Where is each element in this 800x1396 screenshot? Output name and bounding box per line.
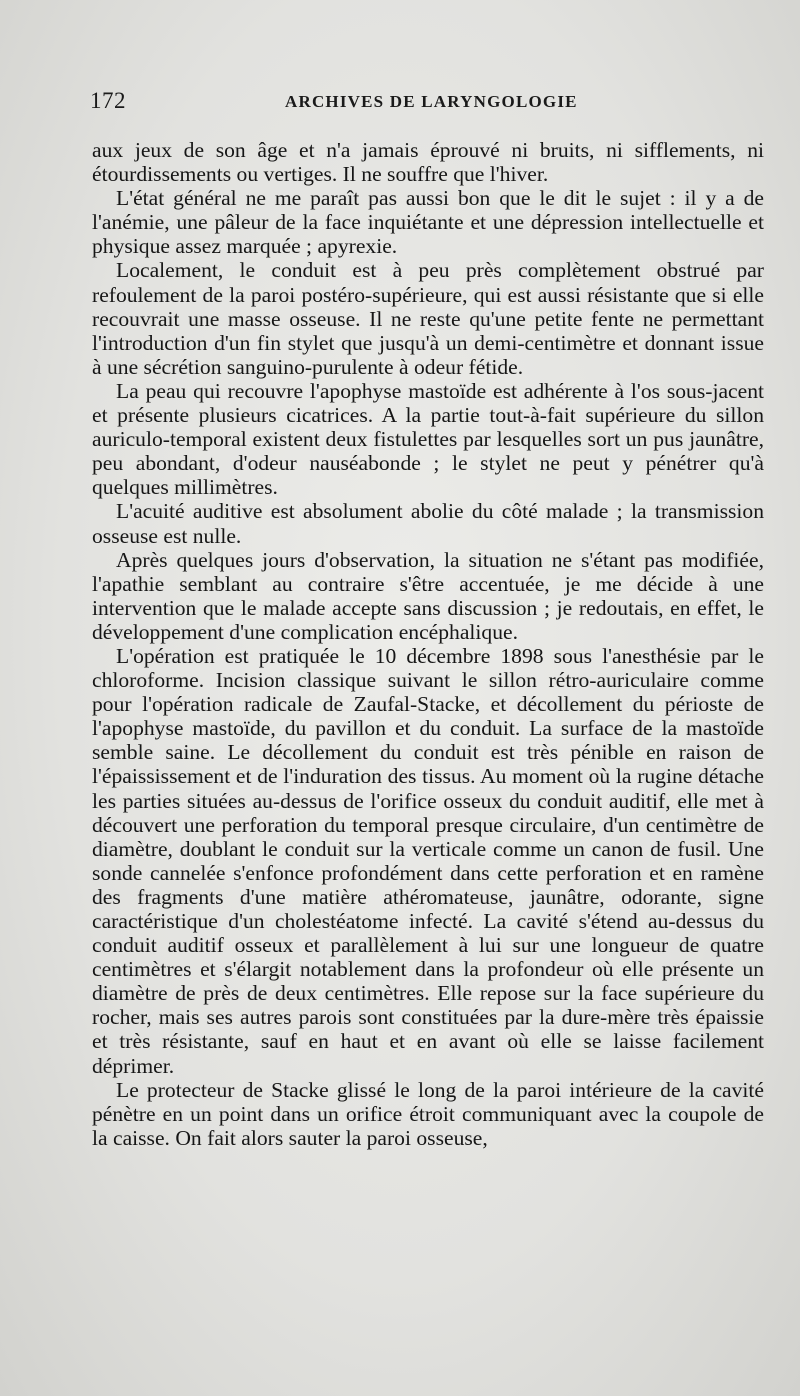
paragraph-general-state: L'état général ne me paraît pas aussi bon que le dit le sujet : il y a de l'anémie, une pâleur de la face inquiétante et une dépression intellectuelle et physique assez marquée ; apyrexie.: [92, 186, 764, 259]
paragraph-decision: Après quelques jours d'observation, la situation ne s'étant pas modifiée, l'apathie semblant au contraire s'être accentuée, je me décide à une intervention que le malade accepte sans discussion ; je redoutais, en effet, le développement d'une complication encéphalique.: [92, 547, 764, 644]
paragraph-stacke: Le protecteur de Stacke glissé le long de la paroi intérieure de la cavité pénètre en un point dans un orifice étroit communiquant avec la coupole de la caisse. On fait alors sauter la paroi osseuse,: [92, 1077, 764, 1150]
running-head: [90, 82, 770, 118]
paragraph-skin: La peau qui recouvre l'apophyse mastoïde est adhérente à l'os sous-jacent et présente plusieurs cicatrices. A la partie tout-à-fait supérieure du sillon auriculo-temporal existent deux fistulettes par lesquelles sort un pus jaunâtre, peu abondant, d'odeur nauséabonde ; le stylet ne peut y pénétrer qu'à quelques millimètres.: [92, 378, 764, 500]
paragraph-hearing: L'acuité auditive est absolument abolie du côté malade ; la transmission osseuse est nulle.: [92, 499, 764, 548]
paragraph-local-exam: Localement, le conduit est à peu près complètement obstrué par refoulement de la paroi postéro-supérieure, qui est aussi résistante que si elle recouvrait une masse osseuse. Il ne reste qu'une petite fente ne permettant l'introduction d'un fin stylet que jusqu'à un demi-centimètre et donnant issue à une sécrétion sanguino-purulente à odeur fétide.: [92, 258, 764, 379]
body-text: [92, 138, 764, 1150]
paragraph-operation: L'opération est pratiquée le 10 décembre 1898 sous l'anesthésie par le chloroforme. Incision classique suivant le sillon rétro-auriculaire comme pour l'opération radicale de Zaufal-Stacke, et décollement du périoste de l'apophyse mastoïde, du pavillon et du conduit. La surface de la mastoïde semble saine. Le décollement du conduit est très pénible en raison de l'épaississement et de l'induration des tissus. Au moment où la rugine détache les parties situées au-dessus de l'orifice osseux du conduit auditif, elle met à découvert une perforation du temporal presque circulaire, d'un centimètre de diamètre, doublant le conduit sur la verticale comme un canon de fusil. Une sonde cannelée s'enfonce profondément dans cette perforation et en ramène des fragments d'une matière athéromateuse, jaunâtre, odorante, signe caractéristique d'un cholestéatome infecté. La cavité s'étend au-dessus du conduit auditif osseux et parallèlement à lui sur une longueur de quatre centimètres et s'élargit notablement dans la profondeur où elle présente un diamètre de près de deux centimètres. Elle repose sur la face supérieure du rocher, mais ses autres parois sont constituées par la dure-mère très épaissie et très résistante, sauf en haut et en avant où elle se laisse facilement déprimer.: [92, 643, 764, 1078]
journal-title: ARCHIVES DE LARYNGOLOGIE: [285, 92, 578, 111]
page-number: 172: [90, 88, 126, 113]
paragraph-continuation: aux jeux de son âge et n'a jamais éprouvé ni bruits, ni sifflements, ni étourdissements ou vertiges. Il ne souffre que l'hiver.: [92, 138, 764, 187]
